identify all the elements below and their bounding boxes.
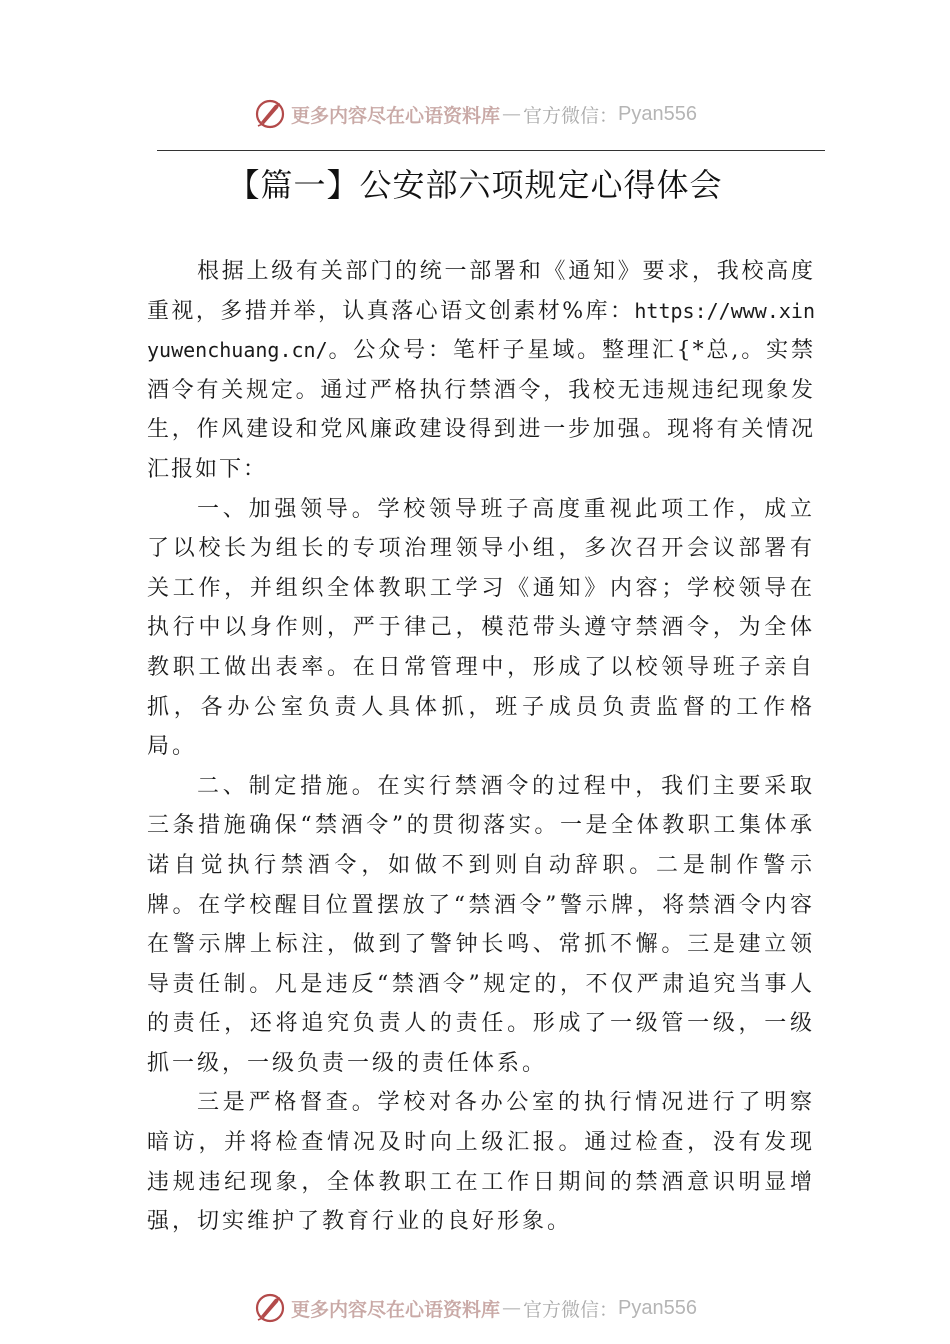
- document-body: [147, 252, 815, 1242]
- header-divider: [157, 150, 825, 151]
- paragraph-leadership: 一、加强领导。学校领导班子高度重视此项工作，成立了以校长为组长的专项治理领导小组，多次召开会议部署有关工作，并组织全体教职工学习《通知》内容；学校领导在执行中以身作则，严于律己，模范带头遵守禁酒令，为全体教职工做出表率。在日常管理中，形成了以校领导班子亲自抓，各办公室负责人具体抓，班子成员负责监督的工作格局。: [147, 496, 815, 760]
- intro-text-part1: 根据上级有关部门的统一部署和《通知》要求，我校高度重视，多措并举，认真落心语文创素材%库：: [147, 259, 815, 324]
- banner-wechat-label: 官方微信：: [523, 1298, 619, 1321]
- intro-text-part2: 。公众号：笔杆子星域。整理汇{*总,。实禁酒令有关规定。通过严格执行禁酒令，我校无违规违纪现象发生，作风建设和党风廉政建设得到进一步加强。现将有关情况汇报如下：: [147, 338, 815, 482]
- banner-brand-text: 更多内容尽在心语资料库: [291, 1298, 501, 1321]
- banner-wechat-label: 官方微信：: [523, 104, 619, 127]
- footer-watermark-banner: [0, 1288, 950, 1328]
- paragraph-measures: 二、制定措施。在实行禁酒令的过程中，我们主要采取三条措施确保“禁酒令”的贯彻落实。一是全体教职工集体承诺自觉执行禁酒令，如做不到则自动辞职。二是制作警示牌。在学校醒目位置摆放了“禁酒令”警示牌，将禁酒令内容在警示牌上标注，做到了警钟长鸣、常抓不懈。三是建立领导责任制。凡是违反“禁酒令”规定的，不仅严肃追究当事人的责任，还将追究负责人的责任。形成了一级管一级，一级抓一级，一级负责一级的责任体系。: [147, 773, 815, 1076]
- intro-paragraph: [147, 252, 815, 490]
- banner-dash: —: [502, 1297, 522, 1319]
- banner-account: Pyan556: [618, 102, 697, 125]
- quill-logo-icon: [253, 1291, 287, 1325]
- quill-logo-icon: [253, 97, 287, 131]
- document-title: 【篇一】公安部六项规定心得体会: [227, 166, 723, 204]
- header-watermark-banner: [0, 94, 950, 134]
- banner-brand-text: 更多内容尽在心语资料库: [291, 104, 501, 127]
- banner-account: Pyan556: [618, 1296, 697, 1319]
- paragraph-inspection: 三是严格督查。学校对各办公室的执行情况进行了明察暗访，并将检查情况及时向上级汇报。通过检查，没有发现违规违纪现象，全体教职工在工作日期间的禁酒意识明显增强，切实维护了教育行业的良好形象。: [147, 1090, 815, 1235]
- banner-dash: —: [502, 103, 522, 125]
- intro-link[interactable]: https://www.xinyuwenchuang.cn/: [147, 298, 815, 363]
